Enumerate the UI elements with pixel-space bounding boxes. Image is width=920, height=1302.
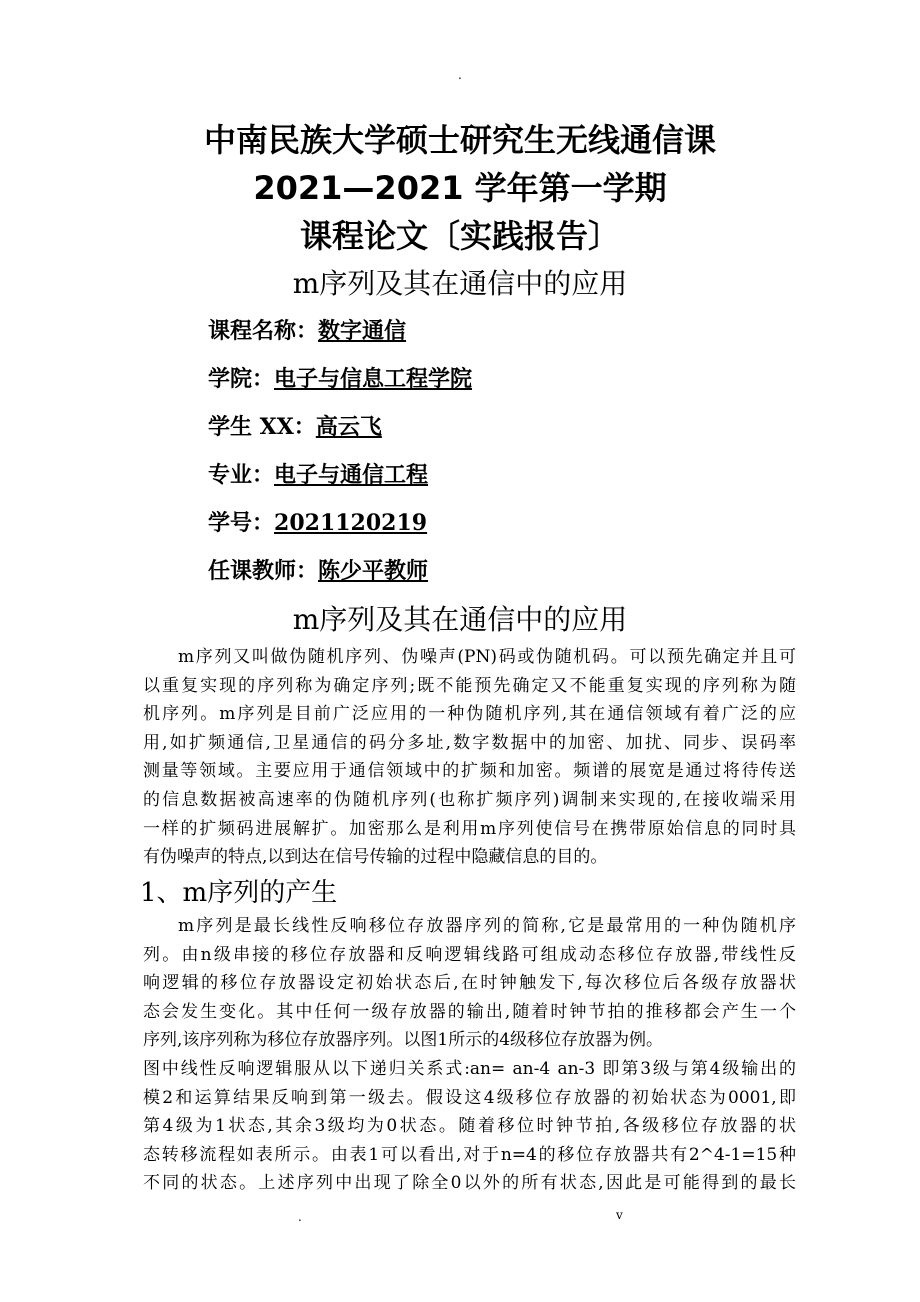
footer-left-mark: .: [298, 1210, 302, 1224]
info-value: 电子与信息工程学院: [274, 366, 473, 392]
info-row: [208, 314, 406, 345]
info-value: 高云飞: [315, 414, 382, 440]
paragraph-line: 不同的状态。上述序列中出现了除全0以外的所有状态,因此是可能得到的最长: [143, 1173, 796, 1194]
paragraph-line: 态会发生变化。其中任何一级存放器的输出,随着时钟节拍的推移都会产生一个: [143, 1001, 796, 1022]
heading-1: 1、m序列的产生: [140, 878, 338, 908]
info-value: 电子与通信工程: [274, 462, 429, 488]
info-label: 任课教师：: [208, 558, 319, 584]
paragraph-line: 图中线性反响逻辑服从以下递归关系式:an= an-4 an-3 即第3级与第4级输出的: [143, 1059, 796, 1079]
footer-right-mark: v: [616, 1208, 623, 1222]
paragraph-line: 响逻辑的移位存放器设定初始状态后,在时钟触发下,每次移位后各级存放器状: [143, 973, 796, 994]
info-row: [208, 506, 427, 537]
paragraph-line: 以重复实现的序列称为确定序列;既不能预先确定又不能重复实现的序列称为随: [143, 675, 796, 696]
info-row: [208, 554, 428, 585]
paragraph-line: 第4级为1状态,其余3级均为0状态。随着移位时钟节拍,各级移位存放器的状: [143, 1116, 796, 1137]
paragraph-line: 有伪噪声的特点,以到达在信号传输的过程中隐藏信息的目的。: [143, 847, 608, 868]
paper-subtitle: m序列及其在通信中的应用: [292, 267, 628, 300]
info-label: 专业：: [208, 462, 275, 488]
info-label: 学生 XX：: [208, 414, 316, 440]
paragraph-line: 的信息数据被高速率的伪随机序列(也称扩频序列)调制来实现的,在接收端采用: [143, 790, 796, 810]
paragraph-line: 机序列。m序列是目前广泛应用的一种伪随机序列,其在通信领域有着广泛的应: [143, 704, 796, 725]
paragraph-line: 测量等领域。主要应用于通信领域中的扩频和加密。频谱的展宽是通过将待传送: [143, 761, 796, 782]
info-row: [208, 458, 428, 489]
paragraph-line: m序列是最长线性反响移位存放器序列的简称,它是最常用的一种伪随机序: [178, 916, 796, 936]
header-mark: .: [458, 68, 462, 82]
info-row: [208, 362, 472, 393]
info-value: 2021120219: [274, 510, 428, 536]
title-line-3: 课程论文〔实践报告〕: [299, 217, 620, 255]
info-value: 陈少平教师: [318, 558, 429, 584]
paragraph-line: 用,如扩频通信,卫星通信的码分多址,数字数据中的加密、加扰、同步、误码率: [143, 732, 796, 753]
info-label: 学号：: [208, 510, 275, 536]
paragraph-line: 列。由n级串接的移位存放器和反响逻辑线路可组成动态移位存放器,带线性反: [143, 944, 796, 965]
info-label: 课程名称：: [208, 318, 319, 344]
title-line-2: 2021—2021 学年第一学期: [253, 169, 667, 207]
title-line-1: 中南民族大学硕士研究生无线通信课: [203, 121, 716, 159]
paragraph-line: 模2和运算结果反响到第一级去。假设这4级移位存放器的初始状态为0001,即: [143, 1087, 796, 1108]
section-title: m序列及其在通信中的应用: [292, 603, 628, 636]
paragraph-line: m序列又叫做伪随机序列、伪噪声(PN)码或伪随机码。可以预先确定并且可: [178, 647, 796, 667]
info-row: [208, 410, 382, 441]
paragraph-line: 态转移流程如表所示。由表1可以看出,对于n=4的移位存放器共有2^4-1=15种: [143, 1144, 796, 1165]
info-value: 数字通信: [318, 318, 407, 344]
paragraph-line: 序列,该序列称为移位存放器序列。以图1所示的4级移位存放器为例。: [143, 1030, 664, 1051]
info-label: 学院：: [208, 366, 275, 392]
paragraph-line: 一样的扩频码进展解扩。加密那么是利用m序列使信号在携带原始信息的同时具: [143, 818, 796, 839]
